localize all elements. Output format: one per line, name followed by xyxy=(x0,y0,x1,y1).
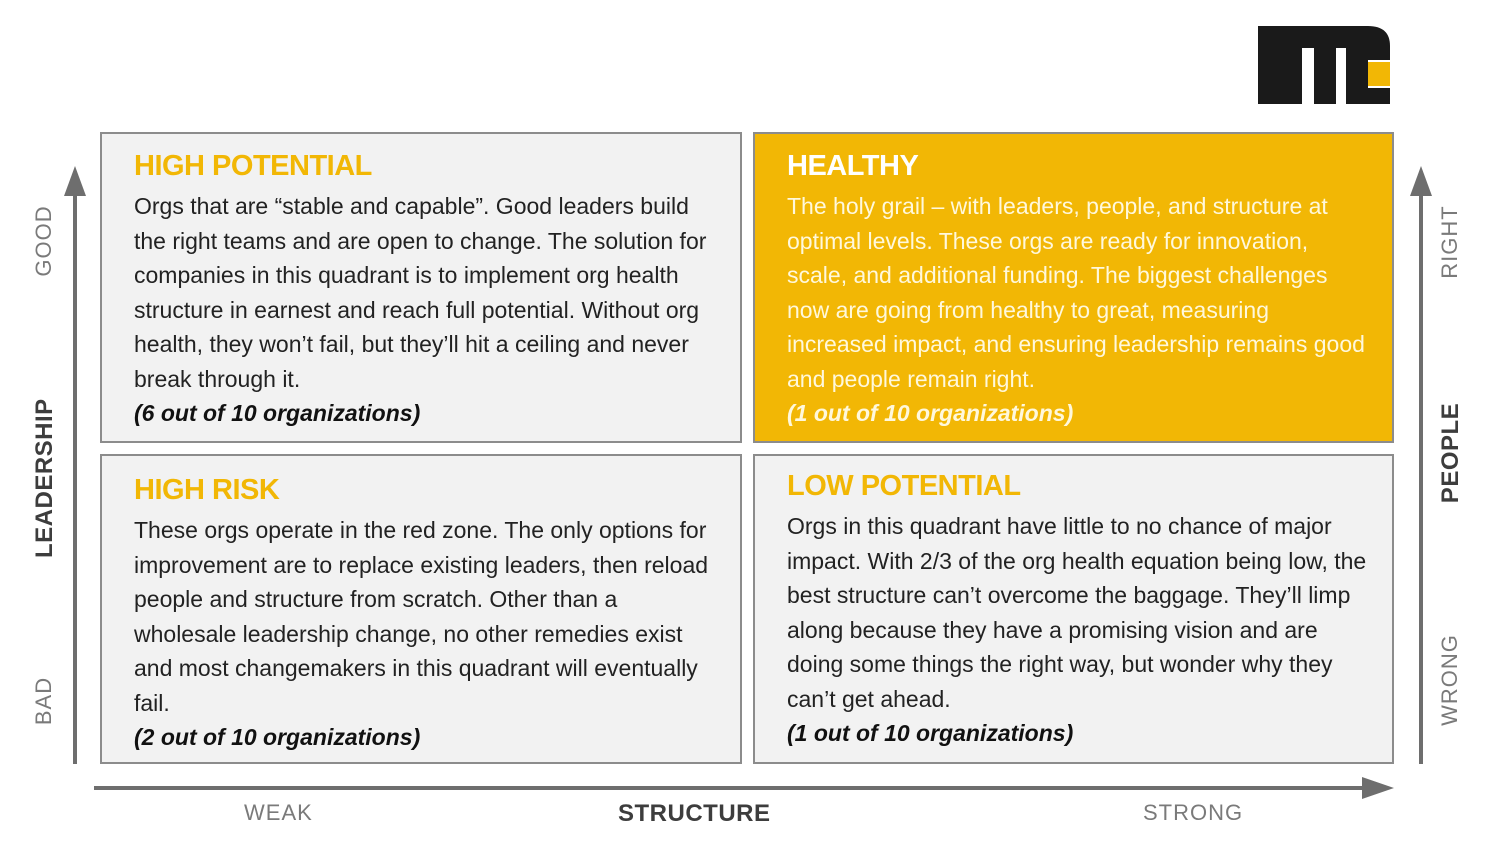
leadership-axis-title: LEADERSHIP xyxy=(31,398,58,558)
quadrant-low-potential xyxy=(753,454,1394,764)
m-logo xyxy=(1256,24,1392,104)
quadrant-description: Orgs in this quadrant have little to no chance of major impact. With 2/3 of the org health equation being low, the best structure can’t overcome the baggage. They’ll limp along because they have a promising vision and are doing some things the right way, but wonder why they can’t get ahead. xyxy=(787,513,1367,712)
people-axis-arrow xyxy=(1408,166,1434,766)
leadership-high-label: GOOD xyxy=(31,205,56,277)
structure-axis-title: STRUCTURE xyxy=(618,800,771,827)
quadrant-title: HEALTHY xyxy=(787,150,919,182)
quadrant-title: HIGH RISK xyxy=(134,474,280,506)
quadrant-high-risk xyxy=(100,454,742,764)
quadrant-title: LOW POTENTIAL xyxy=(787,470,1021,502)
leadership-axis-arrow xyxy=(62,166,88,766)
people-axis-title: PEOPLE xyxy=(1437,402,1464,504)
quadrant-healthy xyxy=(753,132,1394,443)
quadrant-description: Orgs that are “stable and capable”. Good leaders build the right teams and are open to change. The solution for companies in this quadrant is to implement org health structure in earnest and reach full potential. Without org health, they won’t fail, but they’ll hit a ceiling and never break through it. xyxy=(134,193,707,392)
leadership-low-label: BAD xyxy=(31,676,56,726)
structure-axis-arrow-line xyxy=(94,776,1396,800)
people-high-label: RIGHT xyxy=(1437,205,1462,279)
quadrant-high-potential xyxy=(100,132,742,443)
quadrant-description: These orgs operate in the red zone. The only options for improvement are to replace existing leaders, then reload people and structure from scratch. Other than a wholesale leadership change, no other remedies exist and most changemakers in this quadrant will eventually fail. xyxy=(134,517,709,716)
quadrant-title: HIGH POTENTIAL xyxy=(134,150,372,182)
quadrant-description: The holy grail – with leaders, people, and structure at optimal levels. These orgs are ready for innovation, scale, and additional funding. The biggest challenges now are going from healthy to great, measuring increased impact, and ensuring leadership remains good and people remain right. xyxy=(787,193,1365,392)
quadrant-stat: (2 out of 10 organizations) xyxy=(134,724,421,750)
quadrant-stat: (1 out of 10 organizations) xyxy=(787,400,1074,426)
quadrant-stat: (6 out of 10 organizations) xyxy=(134,400,421,426)
quadrant-stat: (1 out of 10 organizations) xyxy=(787,720,1074,746)
people-low-label: WRONG xyxy=(1437,634,1462,726)
structure-low-label: WEAK xyxy=(244,800,313,825)
structure-high-label: STRONG xyxy=(1143,800,1244,825)
